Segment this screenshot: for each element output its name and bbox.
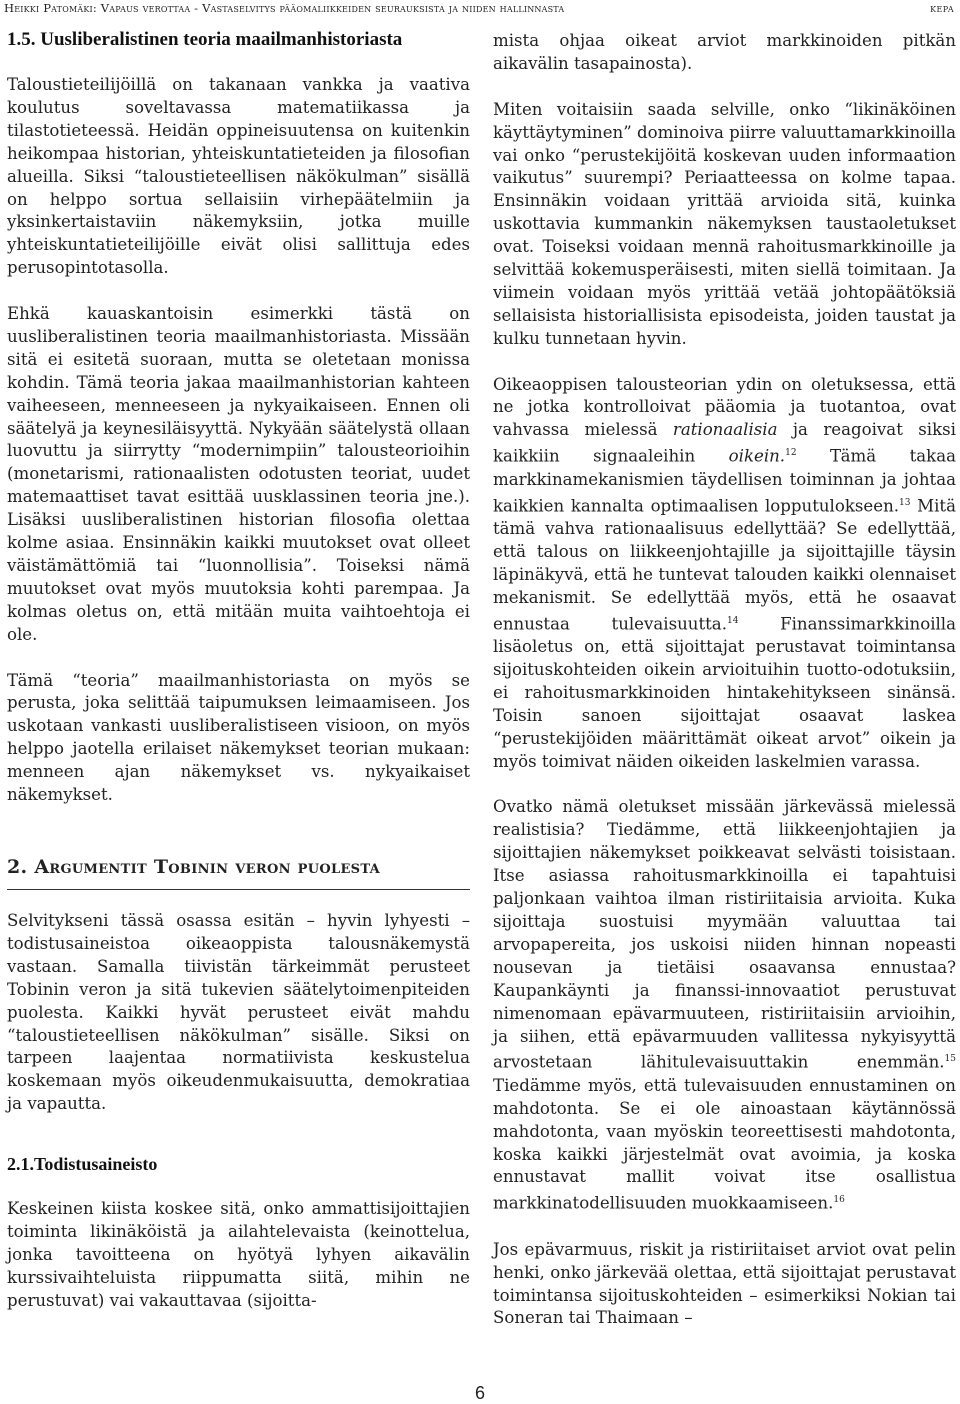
heading-1-5: 1.5. Uusliberalistinen teoria maailmanhistoriasta	[7, 29, 403, 50]
paragraph-right-4	[493, 796, 956, 1215]
emphasis-rationaalisia: rationaalisia	[672, 420, 778, 440]
text-run: Tiedämme myös, että tulevaisuuden ennustaminen on mahdotonta. Se ei ole ainoastaan käytännössä mahdotonta, vaan myöskin teoreettisesti mahdotonta, koska kaikki järjestelmät ovat avoimia, ja koska ennustavat mallit voivat itse osallistua markkinatodellisuuden muokkaamiseen.	[493, 1075, 956, 1213]
paragraph-right-1: mista ohjaa oikeat arviot markkinoiden pitkän aikavälin tasapainosta).	[493, 31, 956, 73]
running-header-left: Heikki Patomäki: Vapaus verottaa - Vastaselvitys pääomaliikkeiden seurauksista ja niiden hallinnasta	[4, 1, 565, 15]
running-header-right: kepa	[930, 1, 954, 15]
footnote-marker-12: 12	[785, 448, 797, 459]
paragraph-left-2: Ehkä kauaskantoisin esimerkki tästä on uusliberalistinen teoria maailmanhistoriasta. Missään sitä ei esitetä suoraan, mutta se oletetaan monissa kohdin. Tämä teoria jakaa maailmanhistorian kahteen vaiheeseen, menneeseen ja nykyaikaiseen. Ennen oli säätelyä ja keynesiläisyyttä. Nykyään säätelystä ollaan luovuttu ja siirrytty “modernimpiin” talousteorioihin (monetarismi, rationaalisten odotusten teoriat, uudet matemaattiset tavat esittää uusklassinen teoria jne.). Lisäksi uusliberalistinen historian filosofia olettaa kolme asiaa. Ensinnäkin kaikki muutokset ovat olleet väistämättömiä tai “luonnollisia”. Toiseksi nämä muutokset ovat myös muutoksia kohti parempaa. Ja kolmas oletus on, että mitään muita vaihtoehtoja ei ole.	[7, 304, 470, 644]
heading-2-1: 2.1.Todistusaineisto	[7, 1154, 158, 1175]
emphasis-oikein: oikein.	[728, 446, 786, 466]
footnote-marker-13: 13	[899, 497, 911, 508]
footnote-marker-15: 15	[944, 1054, 956, 1065]
text-run: Tämä takaa markkinamekanismien täydellisen toiminnan ja johtaa kaikkien kannalta optimaalisen lopputulokseen.	[493, 446, 956, 516]
paragraph-left-1: Taloustieteilijöillä on takanaan vankka ja vaativa koulutus soveltavassa matematiikassa ja tilastotieteessä. Heidän oppineisuutensa on kuitenkin heikompaa historian, yhteiskuntatieteiden ja filosofian alueilla. Siksi “taloustieteellisen näkökulman” sisällä on helppo sortua sellaisiin virhepäätelmiin ja yksinkertaistaviin näkemyksiin, jotka muille yhteiskuntatieteilijöille eivät olisi sallittuja edes perusopintotasolla.	[7, 75, 470, 278]
paragraph-right-5: Jos epävarmuus, riskit ja ristiriitaiset arviot ovat pelin henki, onko järkevää olettaa, että sijoittajat perustavat toimintansa sijoituskohteiden – esimerkiksi Nokian tai Soneran tai Thaimaan –	[493, 1239, 956, 1328]
text-run: Mitä tämä vahva rationaalisuus edellyttää? Se edellyttää, että talous on liikkeenjohtajille ja sijoittajille täysin läpinäkyvä, että he tuntevat talouden kaikki olennaiset mekanismit. Se edellyttää myös, että he osaavat ennustaa tulevaisuutta.	[493, 496, 956, 634]
footnote-marker-16: 16	[833, 1195, 845, 1206]
paragraph-right-3	[493, 374, 956, 774]
text-run: Ovatko nämä oletukset missään järkevässä mielessä realistisia? Tiedämme, että liikkeenjohtajien ja sijoittajien näkemykset poikkeavat selvästi toisistaan. Itse asiassa rahoitusmarkkinoilla ei tapahtuisi paljonkaan vaihtoa ilman ristiriitaisia arvioita. Kuka sijoittaja suostuisi myymään valuuttaa tai arvopapereita, jos uskoisi niiden hinnan nopeasti nousevan ja tietäisi osaavansa ennustaa? Kaupankäynti ja finanssi-innovaatiot perustuvat nimenomaan epävarmuuteen, ristiriitaisiin arvioihin, ja siihen, että epävarmuuden vallitessa nykyisyyttä arvostetaan lähitulevaisuuttakin enemmän.	[493, 797, 956, 1072]
left-column	[7, 28, 470, 1313]
text-run: Oikeaoppisen talousteorian ydin on oletuksessa, että ne jotka kontrolloivat pääomia ja tuotantoa, ovat vahvassa mielessä	[493, 374, 956, 440]
paragraph-left-4: Selvitykseni tässä osassa esitän – hyvin lyhyesti – todistusaineistoa oikeaoppista talousnäkemystä vastaan. Samalla tiivistän tärkeimmät perusteet Tobinin veron ja sitä tukevien säätelytoimenpiteiden puolesta. Kaikki hyvät perusteet eivät mahdu “taloustieteellisen näkökulman” sisälle. Siksi on tarpeen laajentaa normatiivista keskustelua koskemaan myös oikeudenmukaisuutta, demokratiaa ja vapautta.	[7, 910, 470, 1114]
text-run: Finanssimarkkinoilla lisäoletus on, että sijoittajat perustavat toimintansa sijoituskohteiden oikein arvioituihin tuotto-odotuksiin, ei rahoitusmarkkinoiden hintakehitykseen sinänsä. Toisin sanoen sijoittajat osaavat laskea “perustekijöiden määrittämät oikeat arvot” oikein ja myös toimivat näiden oikeiden laskelmien varassa.	[493, 614, 957, 771]
paragraph-left-3: Tämä “teoria” maailmanhistoriasta on myös se perusta, joka selittää taipumuksen leimaamiseen. Jos uskotaan vankasti uusliberalistiseen visioon, on myös helppo jaotella erilaiset näkemykset teorian mukaan: menneen ajan näkemykset vs. nykyaikaiset näkemykset.	[7, 670, 470, 805]
right-column	[493, 30, 956, 1330]
page-number: 6	[474, 1383, 485, 1403]
paragraph-left-5: Keskeinen kiista koskee sitä, onko ammattisijoittajien toiminta likinäköistä ja ailahtelevaista (keinottelua, jonka tavoitteena on hyötyä lyhyen aikavälin kurssivaihteluista riippumatta siitä, mihin ne perustuvat) vai vakauttavaa (sijoitta-	[7, 1199, 470, 1310]
section-heading-2: 2. Argumentit Tobinin veron puolesta	[7, 855, 470, 890]
paragraph-right-2: Miten voitaisiin saada selville, onko “likinäköinen käyttäytyminen” dominoiva piirre valuuttamarkkinoilla vai onko “perustekijöitä koskevan uuden informaation vaikutus” suurempi? Periaatteessa on kolme tapaa. Ensinnäkin voidaan yrittää arvioida sitä, kuinka uskottavia kummankin näkemyksen taustaoletukset ovat. Toiseksi voidaan mennä rahoitusmarkkinoille ja selvittää kokemusperäisesti, miten siellä toimitaan. Ja viimein voidaan myös yrittää vetää johtopäätöksiä sellaisista historiallisista episodeista, joiden taustat ja kulku tunnetaan hyvin.	[493, 99, 956, 348]
footnote-marker-14: 14	[726, 615, 739, 626]
text-run: ja reagoivat siksi kaikkiin signaaleihin	[493, 420, 956, 466]
